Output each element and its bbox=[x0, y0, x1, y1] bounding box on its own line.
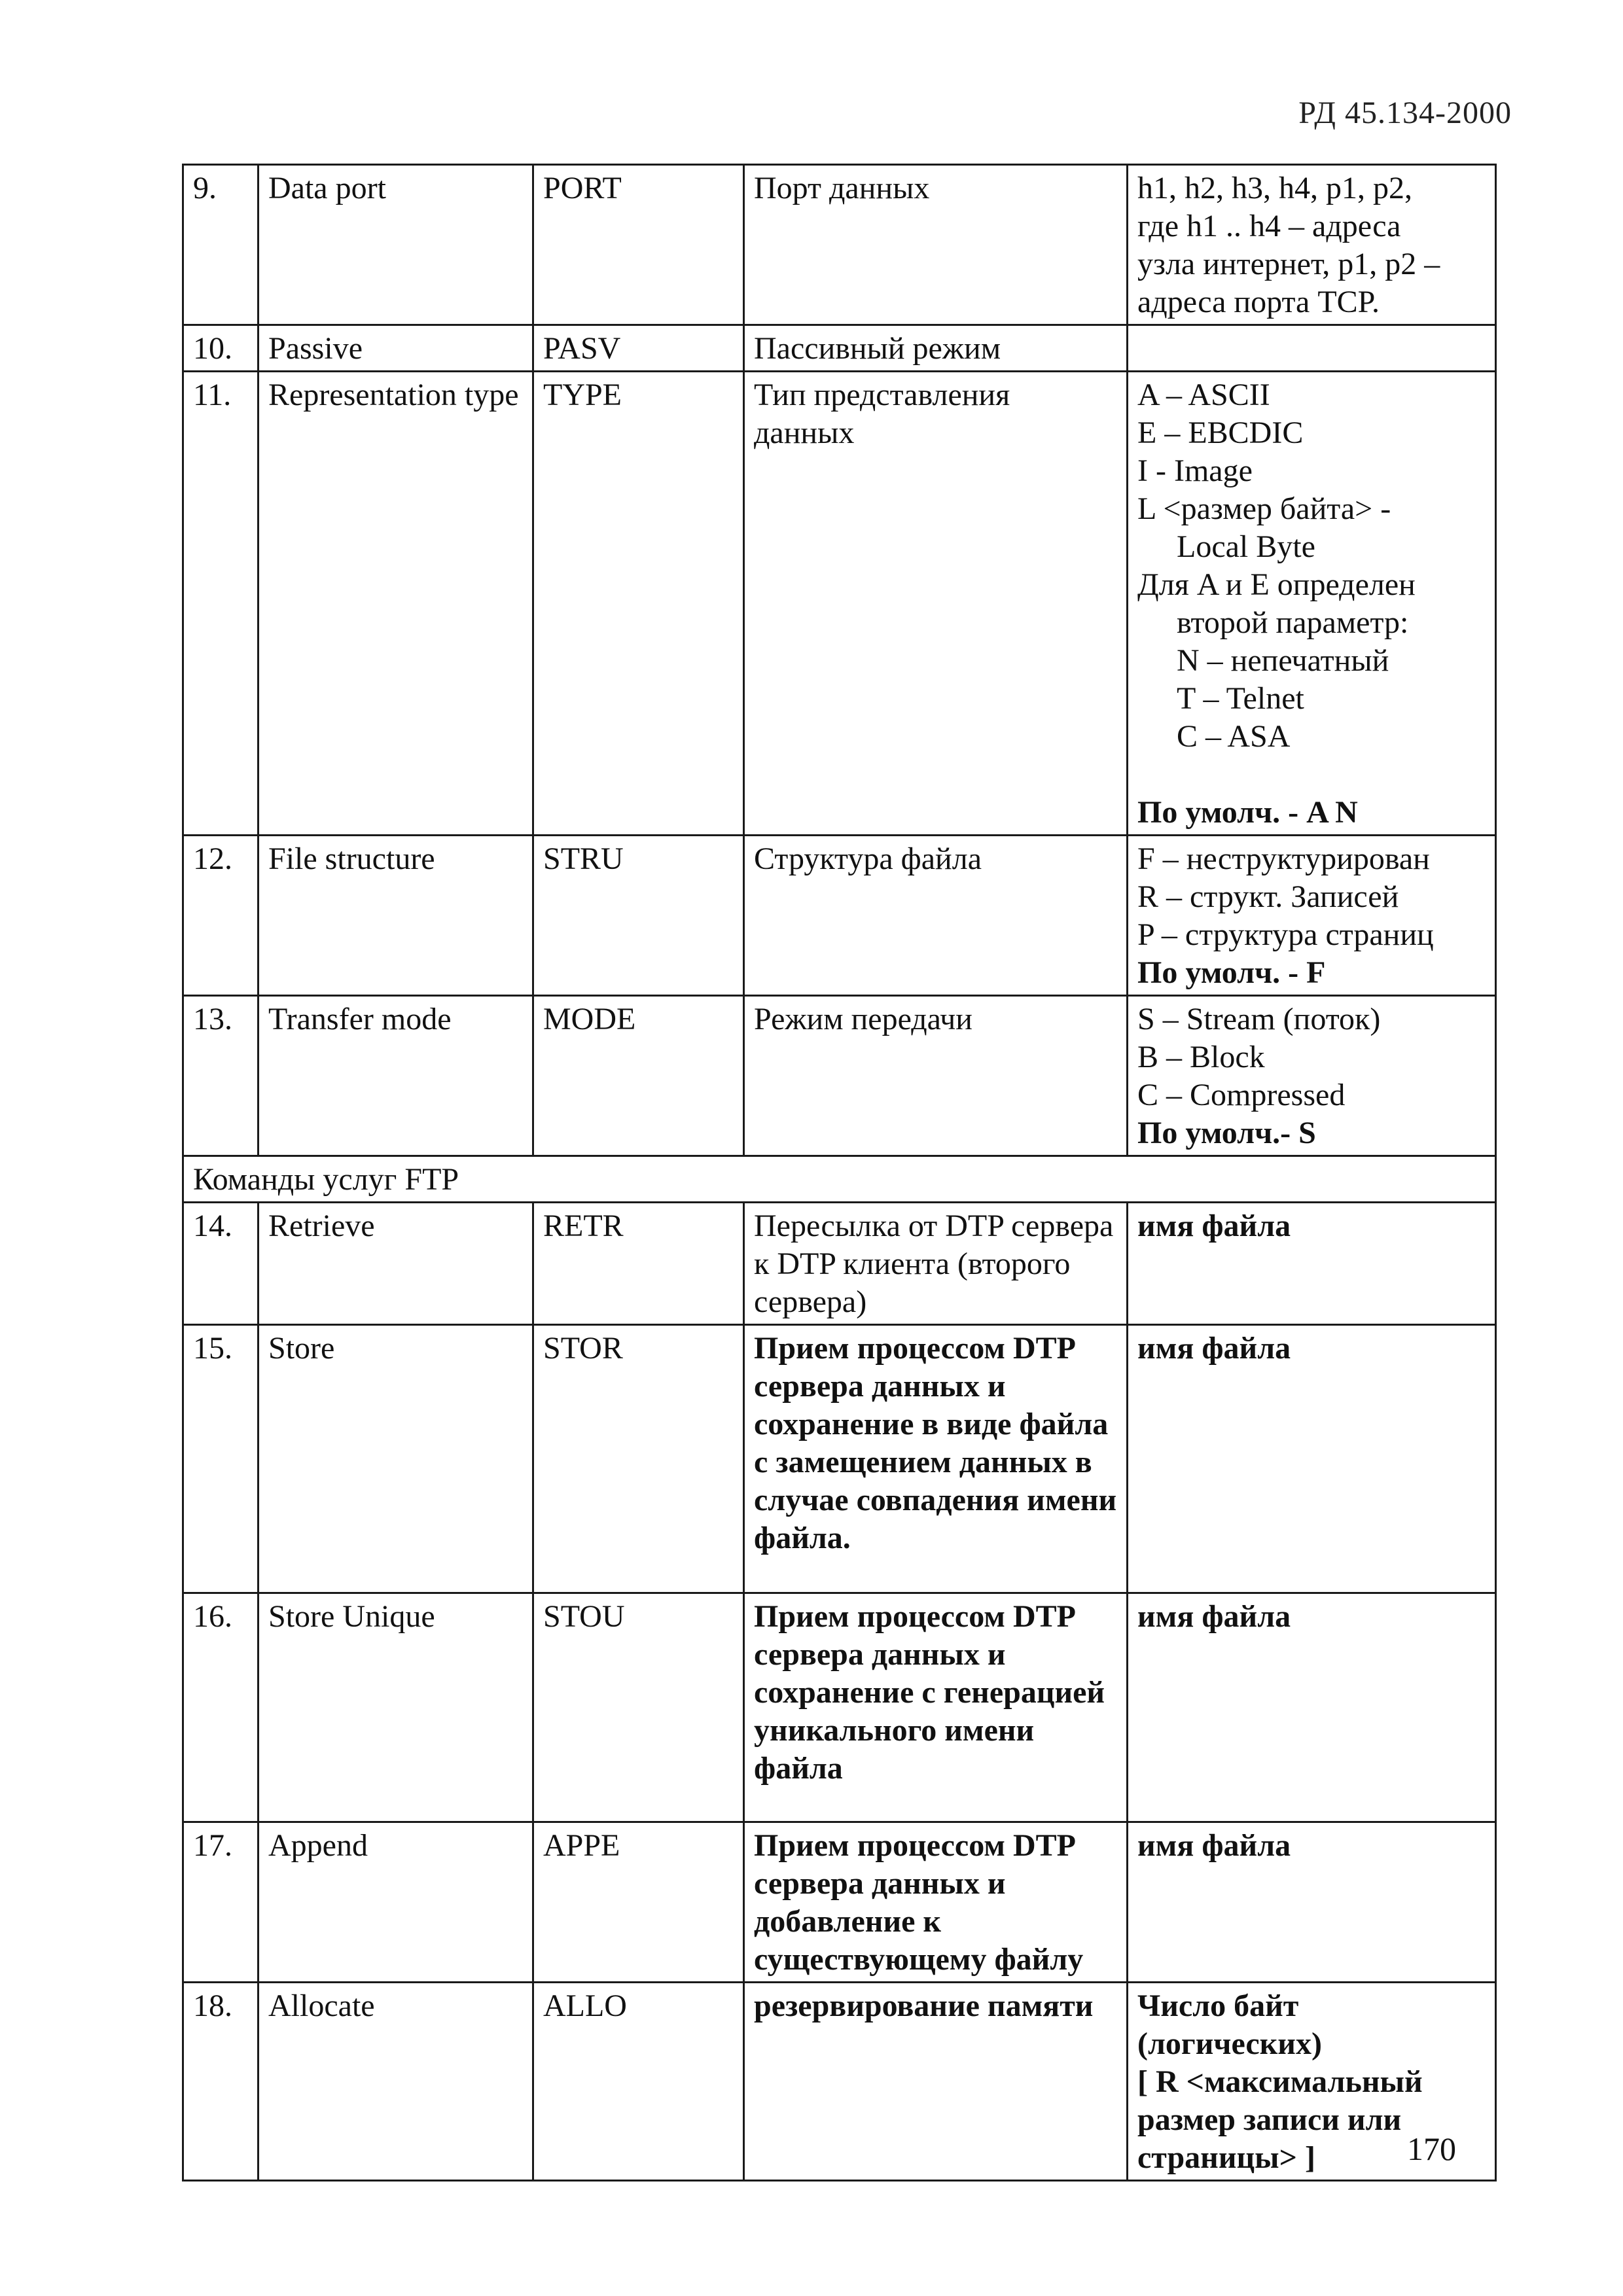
command-description: Структура файла bbox=[744, 836, 1128, 996]
command-name: Store Unique bbox=[259, 1593, 533, 1822]
command-name: Allocate bbox=[259, 1983, 533, 2181]
table-row bbox=[183, 996, 1496, 1156]
command-description: резервирование памяти bbox=[744, 1983, 1128, 2181]
row-number: 15. bbox=[183, 1325, 259, 1593]
argument-line: C – ASA bbox=[1177, 719, 1291, 754]
command-name: Retrieve bbox=[259, 1203, 533, 1325]
command-arguments: имя файла bbox=[1128, 1325, 1496, 1593]
argument-line: R – структ. Записей bbox=[1137, 879, 1399, 914]
command-arguments bbox=[1128, 325, 1496, 372]
row-number: 11. bbox=[183, 372, 259, 836]
table-row bbox=[183, 1325, 1496, 1593]
argument-line: Local Byte bbox=[1177, 529, 1315, 564]
ftp-commands-table bbox=[182, 164, 1497, 2181]
argument-line: страницы> ] bbox=[1137, 2140, 1315, 2175]
command-description: Прием процессом DTP сервера данных и сохранение с генерацией уникального имени файла bbox=[744, 1593, 1128, 1822]
command-code: STOR bbox=[533, 1325, 744, 1593]
command-code: RETR bbox=[533, 1203, 744, 1325]
command-code: PORT bbox=[533, 165, 744, 325]
argument-line: Число байт bbox=[1137, 1988, 1299, 2023]
default-value: По умолч. - F bbox=[1137, 955, 1326, 990]
argument-line: второй параметр: bbox=[1177, 605, 1409, 640]
section-header-row bbox=[183, 1156, 1496, 1203]
command-arguments bbox=[1128, 836, 1496, 996]
command-name: Store bbox=[259, 1325, 533, 1593]
command-description: Прием процессом DTP сервера данных и добавление к существующему файлу bbox=[744, 1822, 1128, 1983]
argument-line: I - Image bbox=[1137, 453, 1253, 488]
table-row bbox=[183, 1203, 1496, 1325]
command-description: Режим передачи bbox=[744, 996, 1128, 1156]
command-name: Passive bbox=[259, 325, 533, 372]
command-description: Прием процессом DTP сервера данных и сохранение в виде файла с замещением данных в случае совпадения имени файла. bbox=[744, 1325, 1128, 1593]
command-code: TYPE bbox=[533, 372, 744, 836]
row-number: 13. bbox=[183, 996, 259, 1156]
argument-line: A – ASCII bbox=[1137, 378, 1270, 412]
command-name: Transfer mode bbox=[259, 996, 533, 1156]
command-code: STRU bbox=[533, 836, 744, 996]
table-row bbox=[183, 1822, 1496, 1983]
command-code: APPE bbox=[533, 1822, 744, 1983]
command-name: Append bbox=[259, 1822, 533, 1983]
command-description: Пересылка от DTP сервера к DTP клиента (второго сервера) bbox=[744, 1203, 1128, 1325]
command-arguments: имя файла bbox=[1128, 1593, 1496, 1822]
table-row bbox=[183, 836, 1496, 996]
command-arguments bbox=[1128, 165, 1496, 325]
command-name: Data port bbox=[259, 165, 533, 325]
argument-line: L <размер байта> - bbox=[1137, 491, 1391, 526]
command-description: Пассивный режим bbox=[744, 325, 1128, 372]
argument-line: E – EBCDIC bbox=[1137, 415, 1304, 450]
row-number: 16. bbox=[183, 1593, 259, 1822]
command-description: Тип представления данных bbox=[744, 372, 1128, 836]
row-number: 10. bbox=[183, 325, 259, 372]
command-code: PASV bbox=[533, 325, 744, 372]
command-description: Порт данных bbox=[744, 165, 1128, 325]
command-code: STOU bbox=[533, 1593, 744, 1822]
row-number: 18. bbox=[183, 1983, 259, 2181]
argument-line: B – Block bbox=[1137, 1040, 1265, 1074]
command-code: MODE bbox=[533, 996, 744, 1156]
document-code-header: РД 45.134-2000 bbox=[1298, 96, 1512, 130]
page-number: 170 bbox=[1407, 2130, 1456, 2167]
argument-line: S – Stream (поток) bbox=[1137, 1002, 1381, 1036]
table-row bbox=[183, 165, 1496, 325]
default-value: По умолч.- S bbox=[1137, 1116, 1316, 1150]
argument-line: T – Telnet bbox=[1177, 681, 1304, 716]
argument-line: Для A и E определен bbox=[1137, 567, 1416, 602]
row-number: 12. bbox=[183, 836, 259, 996]
argument-line: N – непечатный bbox=[1177, 643, 1389, 678]
argument-line: C – Compressed bbox=[1137, 1078, 1346, 1112]
row-number: 17. bbox=[183, 1822, 259, 1983]
table-row bbox=[183, 1593, 1496, 1822]
argument-line: [ R <максимальный bbox=[1137, 2064, 1423, 2099]
command-arguments bbox=[1128, 372, 1496, 836]
argument-line: узла интернет, p1, p2 – bbox=[1137, 247, 1440, 281]
argument-line: (логических) bbox=[1137, 2026, 1322, 2061]
argument-line: где h1 .. h4 – адреса bbox=[1137, 209, 1401, 243]
section-title: Команды услуг FTP bbox=[183, 1156, 1496, 1203]
argument-line: F – неструктурирован bbox=[1137, 841, 1430, 876]
argument-line: размер записи или bbox=[1137, 2102, 1402, 2137]
command-code: ALLO bbox=[533, 1983, 744, 2181]
argument-line: h1, h2, h3, h4, p1, p2, bbox=[1137, 171, 1412, 205]
default-value: По умолч. - A N bbox=[1137, 795, 1358, 830]
command-name: Representation type bbox=[259, 372, 533, 836]
row-number: 14. bbox=[183, 1203, 259, 1325]
command-arguments: имя файла bbox=[1128, 1822, 1496, 1983]
table-row bbox=[183, 372, 1496, 836]
argument-line bbox=[1137, 756, 1486, 794]
argument-line: P – структура страниц bbox=[1137, 917, 1434, 952]
table-row bbox=[183, 325, 1496, 372]
command-arguments bbox=[1128, 996, 1496, 1156]
argument-line: адреса порта TCP. bbox=[1137, 285, 1380, 319]
table-row bbox=[183, 1983, 1496, 2181]
row-number: 9. bbox=[183, 165, 259, 325]
command-arguments: имя файла bbox=[1128, 1203, 1496, 1325]
command-name: File structure bbox=[259, 836, 533, 996]
